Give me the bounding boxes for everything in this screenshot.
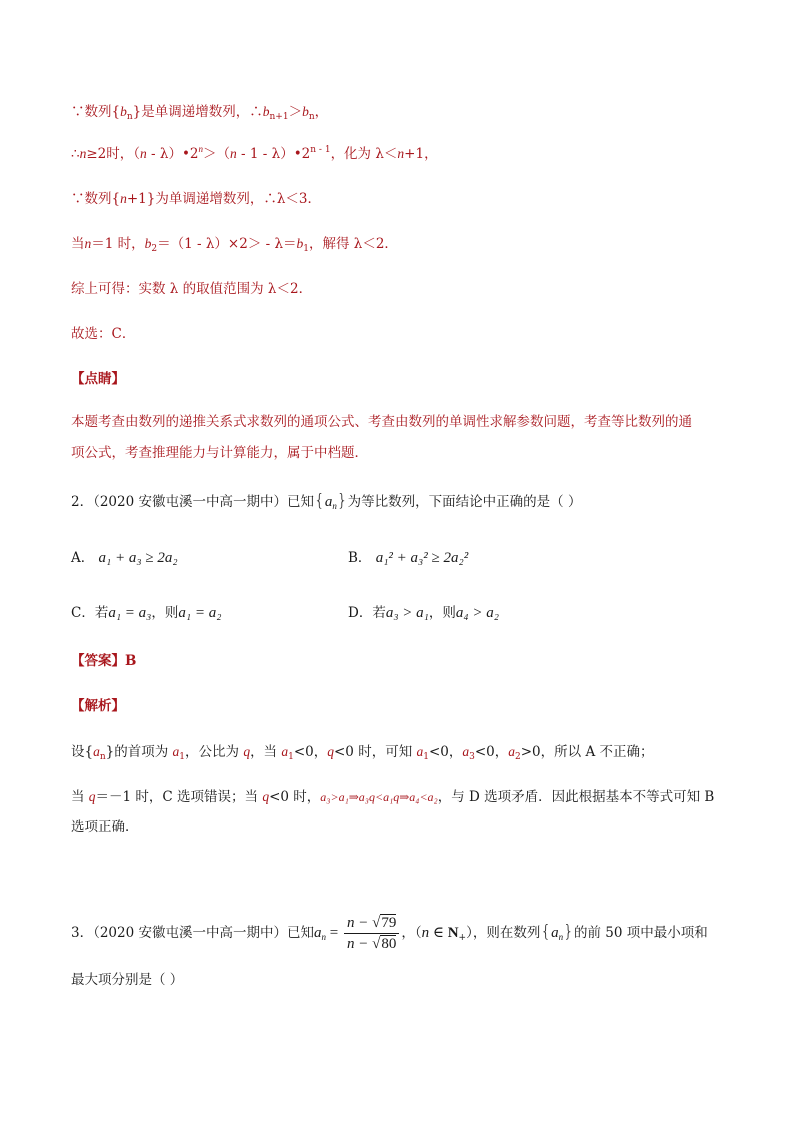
superscript: n - 1 (310, 145, 331, 155)
radicand: 80 (381, 936, 397, 952)
text: 3．（2020 安徽屯溪一中高一期中）已知 (71, 925, 314, 941)
text: 设{ (71, 744, 94, 760)
subscript: + (458, 933, 467, 943)
var: a (172, 744, 180, 759)
subscript: n (308, 112, 315, 122)
inline-math: a₃>a₁⇒a₃q<a₁q⇒a₄<a₂ (320, 790, 438, 804)
subscript: n (126, 112, 133, 122)
fraction (344, 914, 399, 953)
var: b (120, 104, 127, 119)
var: n (120, 191, 127, 206)
var: n (79, 146, 87, 161)
text: n − (346, 915, 373, 931)
reasoning-line-5: 综上可得：实数 λ 的取值范围为 λ＜2． (71, 281, 313, 297)
var: n (84, 236, 92, 251)
option-math: a₁ + a₃ ≥ 2a₂ (98, 550, 178, 566)
reasoning-line-4 (71, 235, 398, 255)
reasoning-line-2 (71, 145, 438, 165)
left-brace: { (314, 491, 325, 511)
text: ， (401, 925, 415, 941)
var: a (416, 744, 424, 759)
text: ，解得 λ＜2． (309, 236, 398, 252)
q2-option-c (71, 604, 221, 622)
var: a (462, 744, 470, 759)
subscript: 2 (151, 244, 158, 254)
var: a (93, 744, 100, 759)
text: （ (414, 925, 422, 941)
text: ＞ (288, 104, 303, 120)
var: q (327, 744, 334, 759)
text: ∴ (71, 146, 80, 162)
text: ＝（1 - λ）×2＞ - λ＝ (157, 236, 297, 252)
text: ，则 (428, 605, 456, 621)
text: ∈ (429, 925, 448, 941)
question-3-stem (71, 912, 708, 955)
var: n (230, 146, 237, 161)
text: >0，所以 A 不正确； (520, 744, 654, 760)
var: b (262, 104, 270, 119)
text: <0 时， (269, 789, 321, 805)
text: }的首项为 (105, 744, 173, 760)
var: a (551, 925, 559, 941)
option-math: a₄ > a₂ (455, 605, 499, 621)
solution-line-1 (71, 743, 653, 763)
var: a (281, 744, 289, 759)
subscript: 1 (288, 752, 294, 762)
subscript: 3 (469, 752, 475, 762)
text: +1， (404, 146, 438, 162)
var: q (88, 789, 96, 804)
var: a (508, 744, 516, 759)
subscript: n (99, 752, 106, 762)
dianjing-line-1: 本题考查由数列的递推关系式求数列的通项公式、考查由数列的单调性求解参数问题，考查等比数列的通 (71, 414, 692, 430)
superscript: n (198, 144, 204, 154)
var: b (296, 236, 304, 251)
text: <0， (428, 744, 463, 760)
naturals-symbol: N (447, 925, 459, 941)
q2-option-b (348, 549, 468, 567)
reasoning-line-1 (71, 103, 328, 123)
left-brace: { (540, 922, 552, 942)
text: ＝1 时， (91, 236, 145, 252)
q2-option-d (348, 604, 499, 622)
subscript: 1 (423, 752, 429, 762)
text: 当 (71, 236, 85, 252)
option-math: a₁² + a₃² ≥ 2a₂² (375, 550, 469, 566)
text: <0 时，可知 (334, 744, 417, 760)
text: <0， (293, 744, 328, 760)
text: ≥2时，（ (86, 146, 140, 162)
var: q (262, 789, 270, 804)
var: q (243, 744, 251, 759)
subscript: n (558, 932, 564, 942)
subscript: 1 (303, 244, 309, 254)
subscript: n (332, 501, 337, 511)
var: b (302, 104, 309, 119)
dianjing-line-2: 项公式，考查推理能力与计算能力，属于中档题． (71, 445, 368, 461)
text: ∵数列{ (71, 104, 121, 120)
text: ，则 (151, 605, 179, 621)
solution-line-2 (71, 788, 714, 806)
text: ＝－1 时，C 选项错误；当 (95, 789, 263, 805)
option-label: D．若 (348, 605, 386, 621)
right-brace: } (336, 491, 348, 511)
text: ） (466, 925, 473, 941)
var: n (397, 146, 405, 161)
question-3-stem-line-2: 最大项分别是（ ） (71, 972, 184, 988)
subscript: 2 (515, 752, 521, 762)
numerator: n − √79 (344, 914, 399, 934)
option-math: a₁ = a₃ (108, 605, 152, 621)
var: n (140, 146, 147, 161)
option-math: a₁ = a₂ (178, 605, 222, 621)
equals: = (326, 925, 342, 941)
text: 的前 50 项中最小项和 (573, 925, 708, 941)
answer: 【答案】B (71, 653, 137, 669)
text: - 1 - λ）•2 (236, 146, 311, 162)
option-math: a₃ > a₁ (385, 605, 429, 621)
text: +1}为单调递增数列，∴λ＜3． (126, 191, 321, 207)
var: a (314, 925, 322, 941)
text: 当 (71, 789, 89, 805)
option-label: B． (348, 550, 372, 566)
text: 2．（2020 安徽屯溪一中高一期中）已知 (71, 494, 314, 510)
q2-option-a (71, 549, 178, 567)
solution-line-3: 选项正确． (71, 819, 139, 835)
right-brace: } (563, 922, 574, 942)
var: a (324, 494, 333, 510)
text: 为等比数列，下面结论中正确的是（ ） (347, 494, 582, 510)
text: - λ）•2 (146, 146, 199, 162)
reasoning-line-3 (71, 190, 321, 208)
var: n (421, 925, 430, 941)
text: ，当 (250, 744, 282, 760)
reasoning-line-6: 故选：C． (71, 326, 136, 342)
text: n − (346, 936, 373, 952)
text: ，与 D 选项矛盾．因此根据基本不等式可知 B (437, 789, 715, 805)
subscript: n+1 (269, 112, 289, 122)
text: ， (314, 104, 329, 120)
text: ，公比为 (185, 744, 244, 760)
text: }是单调递增数列，∴ (132, 104, 263, 120)
text: ，化为 λ＜ (330, 146, 398, 162)
denominator: n − √80 (346, 936, 397, 952)
option-label: A． (71, 550, 95, 566)
option-label: C．若 (71, 605, 109, 621)
var: b (144, 236, 152, 251)
dianjing-heading: 【点睛】 (71, 371, 125, 387)
text: ＞（ (203, 146, 231, 162)
radicand: 79 (381, 915, 397, 931)
subscript: n (321, 932, 326, 942)
analysis-heading: 【解析】 (71, 698, 125, 714)
text: <0， (474, 744, 509, 760)
text: ，则在数列 (472, 925, 541, 941)
question-2-stem (71, 492, 581, 512)
subscript: 1 (179, 752, 186, 762)
text: ∵数列{ (71, 191, 121, 207)
